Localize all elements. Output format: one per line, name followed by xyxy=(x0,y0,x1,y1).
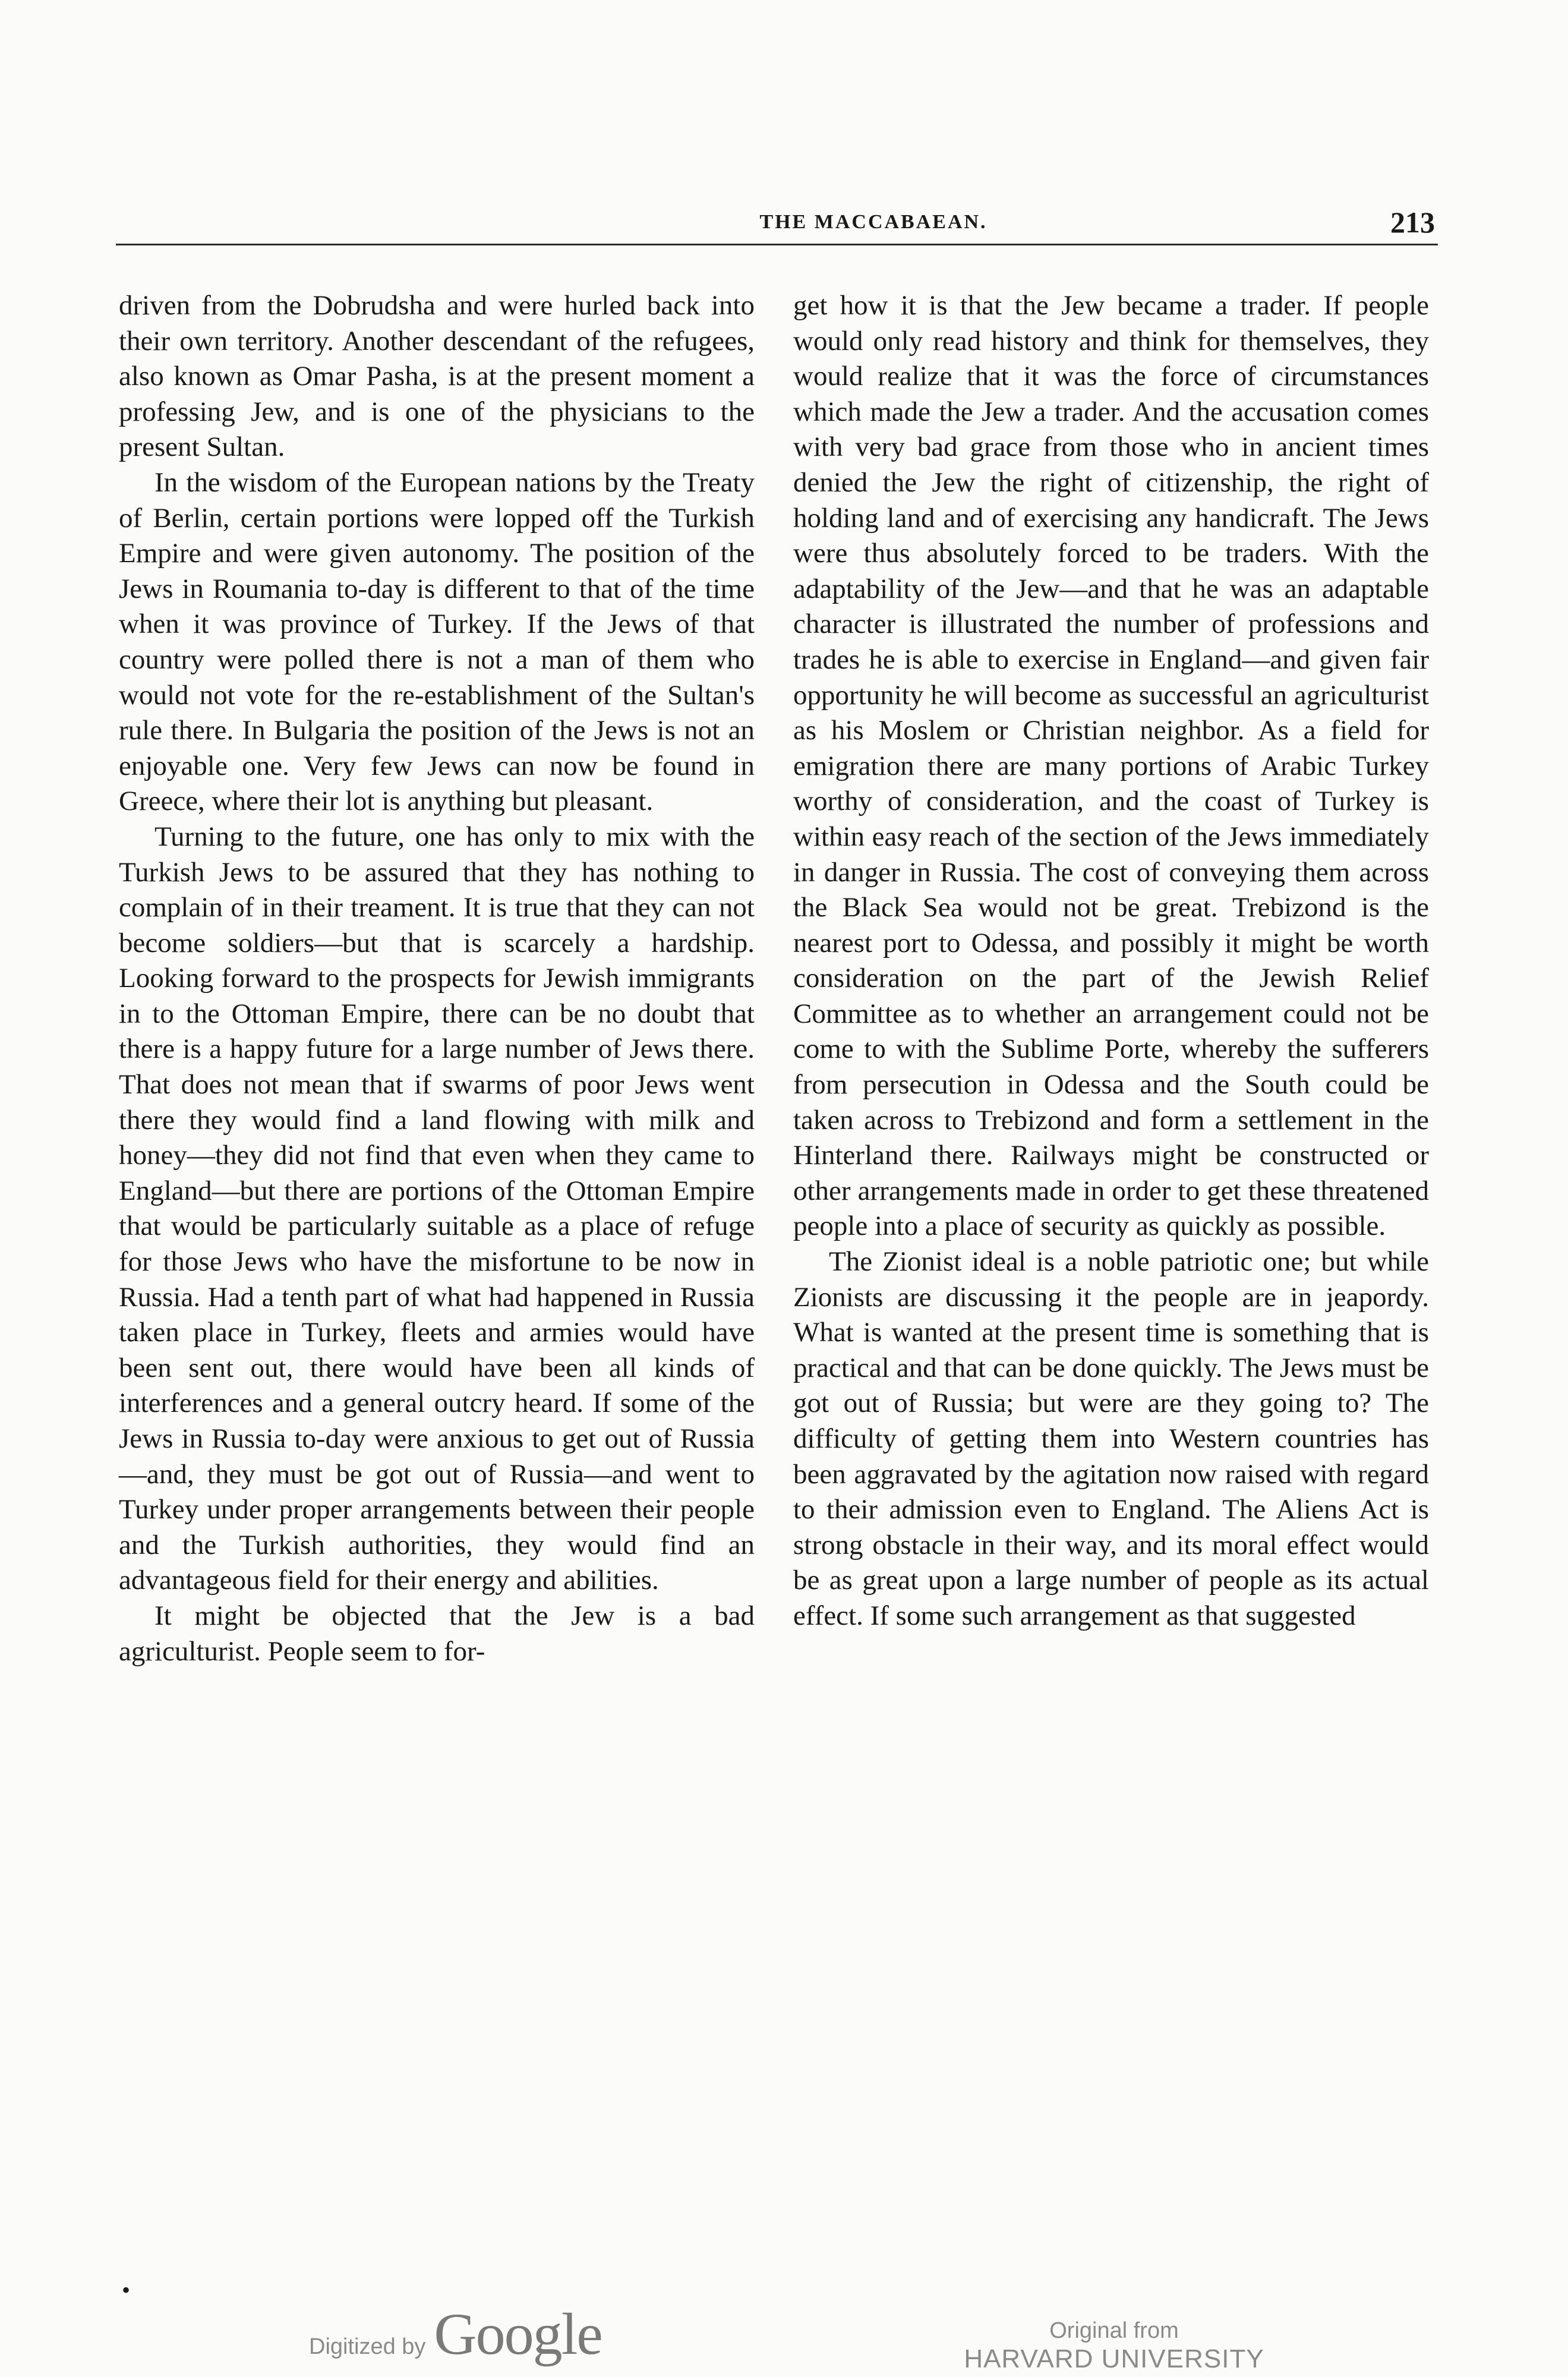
paragraph: get how it is that the Jew became a trader. If people would only read history and think for themselves, they would realize that it was the force of circumstances which made the Jew a trader. And the accusation comes with very bad grace from those who in ancient times denied the Jew the right of citizenship, the right of holding land and of exercising any handicraft. The Jews were thus absolutely forced to be traders. With the adaptability of the Jew—and that he was an adaptable character is illustrated the number of professions and trades he is able to exercise in England—and given fair opportunity he will become as successful an agriculturist as his Moslem or Christian neighbor. As a field for emigration there are many portions of Arabic Turkey worthy of consideration, and the coast of Turkey is within easy reach of the section of the Jews immediately in danger in Russia. The cost of conveying them across the Black Sea would not be great. Trebizond is the nearest port to Odessa, and possibly it might be worth consideration on the part of the Jewish Relief Committee as to whether an arrangement could not be come to with the Sublime Porte, whereby the sufferers from persecution in Odessa and the South could be taken across to Trebizond and form a settlement in the Hinterland there. Railways might be constructed or other arrangements made in order to get these threatened people into a place of security as quickly as possible. xyxy=(793,290,1429,1242)
header-rule xyxy=(116,244,1438,245)
harvard-university-text: HARVARD UNIVERSITY xyxy=(964,2344,1264,2373)
original-from-text: Original from xyxy=(1049,2318,1179,2343)
paragraph: driven from the Dobrudsha and were hurled back into their own territory. Another descendant of the refugees, also known as Omar Pasha, is at the present moment a professing Jew, and is one of the physicians to the present Sultan. xyxy=(119,290,755,463)
digitized-by-watermark xyxy=(309,2300,602,2377)
paragraph: In the wisdom of the European nations by the Treaty of Berlin, certain portions were lopped off the Turkish Empire and were given autonomy. The position of the Jews in Roumania to-day is different to that of the time when it was province of Turkey. If the Jews of that country were polled there is not a man of them who would not vote for the re-establishment of the Sultan's rule there. In Bulgaria the position of the Jews is not an enjoyable one. Very few Jews can now be found in Greece, where their lot is anything but pleasant. xyxy=(119,466,755,817)
original-source-watermark xyxy=(957,2318,1272,2375)
right-column xyxy=(793,288,1429,1634)
left-column xyxy=(119,288,755,1669)
paragraph: The Zionist ideal is a noble patriotic one; but while Zionists are discussing it the people are in jeapordy. What is wanted at the present time is something that is practical and that can be done quickly. The Jews must be got out of Russia; but were are they going to? The difficulty of getting them into Western countries has been aggravated by the agitation now raised with regard to their admission even to England. The Aliens Act is strong obstacle in their way, and its moral effect would be as great upon a large number of people as its actual effect. If some such arrangement as that suggested xyxy=(793,1246,1429,1631)
running-head: THE MACCABAEAN. xyxy=(759,211,988,233)
google-logo: Google xyxy=(434,2301,602,2367)
digitized-by-text: Digitized by xyxy=(309,2334,426,2359)
page-header xyxy=(116,205,1435,241)
paragraph: It might be objected that the Jew is a bad agriculturist. People seem to for- xyxy=(119,1600,755,1667)
paragraph: Turning to the future, one has only to mix with the Turkish Jews to be assured that they has nothing to complain of in their treament. It is true that they can not become soldiers—but that is scarcely a hardship. Looking forward to the prospects for Jewish immigrants in to the Ottoman Empire, there can be no doubt that there is a happy future for a large number of Jews there. That does not mean that if swarms of poor Jews went there they would find a land flowing with milk and honey—they did not find that even when they came to England—but there are portions of the Ottoman Empire that would be particularly suitable as a place of refuge for those Jews who have the misfortune to be now in Russia. Had a tenth part of what had happened in Russia taken place in Turkey, fleets and armies would have been sent out, there would have been all kinds of interferences and a general outcry heard. If some of the Jews in Russia to-day were anxious to get out of Russia—and, they must be got out of Russia—and went to Turkey under proper arrangements between their people and the Turkish authorities, they would find an advantageous field for their energy and abilities. xyxy=(119,821,755,1596)
page-number: 213 xyxy=(1390,206,1435,239)
stray-mark: • xyxy=(122,2277,131,2303)
